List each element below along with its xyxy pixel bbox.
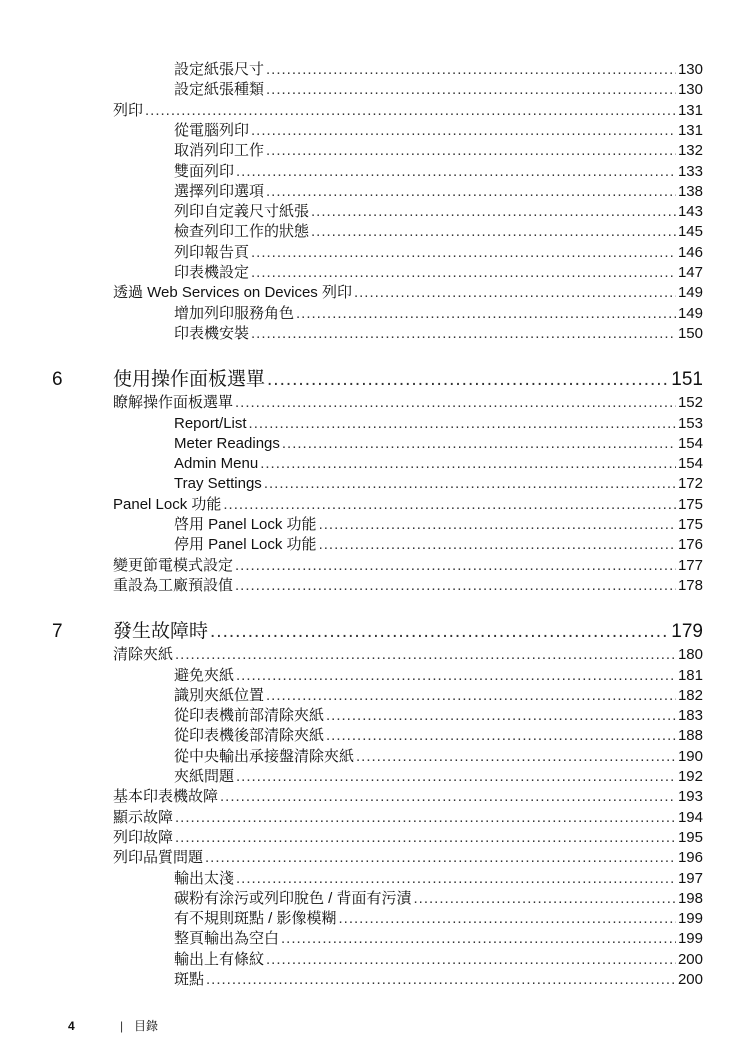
- toc-entry[interactable]: [113, 808, 703, 828]
- toc-page-number: 188: [677, 727, 703, 745]
- toc-page-number: 182: [677, 686, 703, 704]
- toc-entry-title: Tray Settings: [174, 475, 262, 493]
- toc-entry[interactable]: [174, 162, 703, 182]
- toc-entry-title: 斑點: [174, 971, 205, 988]
- toc-page-number: 175: [677, 516, 703, 533]
- toc-entry[interactable]: [174, 121, 703, 141]
- toc-entry-title: 雙面列印: [174, 162, 235, 180]
- toc-page-number: 194: [677, 808, 703, 826]
- toc-entry[interactable]: [174, 869, 703, 889]
- toc-page-number: 151: [671, 369, 703, 391]
- toc-page-number: 192: [677, 768, 703, 785]
- toc-page-number: 195: [677, 828, 703, 846]
- toc-leader-dots: [267, 368, 669, 392]
- toc-entry[interactable]: [174, 202, 703, 222]
- toc-entry-title: 清除夾紙: [113, 646, 174, 664]
- toc-entry-title: 設定紙張尺寸: [174, 61, 265, 78]
- toc-page-number: 197: [677, 869, 703, 887]
- toc-entry-title: 選擇列印選項: [174, 182, 265, 200]
- toc-leader-dots: [175, 828, 676, 848]
- toc-page-number: 145: [677, 223, 703, 241]
- toc-leader-dots: [205, 848, 676, 868]
- toc-entry[interactable]: [174, 970, 703, 990]
- toc-page-number: 178: [677, 576, 703, 594]
- toc-entry-title: 輸出上有條紋: [174, 950, 265, 968]
- toc-page-number: 176: [677, 536, 703, 554]
- toc-entry-title: 顯示故障: [113, 808, 174, 826]
- toc-leader-dots: [235, 393, 676, 413]
- toc-entry[interactable]: [174, 304, 703, 324]
- toc-entry-title: 印表機安裝: [174, 324, 250, 342]
- toc-leader-dots: [251, 243, 676, 263]
- toc-entry[interactable]: [174, 474, 703, 494]
- toc-entry[interactable]: [174, 726, 703, 746]
- toc-page-number: 200: [677, 950, 703, 968]
- toc-entry-title: 列印故障: [113, 828, 174, 846]
- toc-leader-dots: [175, 645, 676, 665]
- toc-entry-title: 設定紙張種類: [174, 81, 265, 99]
- footer-section-title: 目錄: [134, 1019, 159, 1033]
- toc-page-number: 175: [677, 495, 703, 513]
- toc-leader-dots: [266, 182, 676, 202]
- toc-entry[interactable]: [174, 666, 703, 686]
- toc-entry[interactable]: [174, 454, 703, 474]
- toc-leader-dots: [206, 970, 676, 990]
- toc-entry-title: 基本印表機故障: [113, 788, 219, 806]
- toc-leader-dots: [296, 304, 676, 324]
- toc-page-number: 190: [677, 747, 703, 765]
- toc-entry[interactable]: [113, 576, 703, 596]
- toc-entry[interactable]: [174, 767, 703, 787]
- toc-leader-dots: [311, 222, 676, 242]
- toc-entry[interactable]: [113, 283, 703, 303]
- toc-entry[interactable]: [174, 909, 703, 929]
- toc-page-number: 193: [677, 788, 703, 806]
- toc-entry-title: 列印: [113, 101, 144, 119]
- toc-page-number: 138: [677, 182, 703, 200]
- toc-page-number: 199: [677, 930, 703, 948]
- toc-page-number: 198: [677, 889, 703, 907]
- toc-entry-title: Panel Lock 功能: [113, 495, 222, 513]
- chapter-number: 6: [52, 369, 63, 391]
- toc-page-number: 153: [677, 414, 703, 432]
- toc-leader-dots: [319, 535, 676, 555]
- toc-leader-dots: [339, 909, 676, 929]
- toc-entry[interactable]: [174, 747, 703, 767]
- toc-leader-dots: [319, 515, 676, 535]
- toc-entry-title: 取消列印工作: [174, 142, 265, 160]
- toc-leader-dots: [210, 620, 669, 644]
- toc-entry-title: 瞭解操作面板選單: [113, 394, 234, 412]
- toc-leader-dots: [266, 686, 676, 706]
- toc-entry-title: 啓用 Panel Lock 功能: [174, 516, 317, 533]
- toc-leader-dots: [326, 706, 676, 726]
- toc-leader-dots: [251, 324, 676, 344]
- toc-page-number: 146: [677, 243, 703, 261]
- toc-leader-dots: [236, 666, 676, 686]
- toc-page-number: 183: [677, 707, 703, 725]
- toc-entry-title: 列印報告頁: [174, 243, 250, 261]
- toc-leader-dots: [266, 80, 676, 100]
- toc-page-number: 154: [677, 455, 703, 473]
- toc-leader-dots: [175, 808, 676, 828]
- toc-entry[interactable]: [174, 263, 703, 283]
- toc-leader-dots: [354, 283, 676, 303]
- toc-leader-dots: [223, 495, 676, 515]
- toc-entry-title: 從電腦列印: [174, 121, 250, 139]
- toc-entry-title: 整頁輸出為空白: [174, 930, 280, 948]
- toc-entry[interactable]: [174, 929, 703, 949]
- toc-leader-dots: [220, 787, 676, 807]
- toc-page-number: 154: [677, 434, 703, 452]
- toc-entry-title: 增加列印服務角色: [174, 304, 295, 322]
- toc-entry-title: 印表機設定: [174, 264, 250, 281]
- toc-entry[interactable]: [174, 222, 703, 242]
- toc-entry-title: 夾紙問題: [174, 768, 235, 785]
- toc-entry[interactable]: [174, 706, 703, 726]
- toc-page-number: 200: [677, 971, 703, 988]
- toc-entry-title: 識別夾紙位置: [174, 686, 265, 704]
- footer-separator: |: [120, 1019, 124, 1033]
- toc-page-number: 132: [677, 142, 703, 160]
- toc-leader-dots: [282, 434, 676, 454]
- toc-entry[interactable]: [113, 393, 703, 413]
- toc-page-number: 131: [677, 121, 703, 139]
- toc-entry[interactable]: [174, 60, 703, 80]
- toc-entry[interactable]: [174, 182, 703, 202]
- toc-entry-title: 重設為工廠預設值: [113, 576, 234, 594]
- toc-entry-title: 發生故障時: [113, 621, 209, 643]
- toc-entry-title: Admin Menu: [174, 455, 259, 473]
- toc-leader-dots: [145, 101, 676, 121]
- toc-page-number: 149: [677, 284, 703, 302]
- toc-page-number: 152: [677, 394, 703, 412]
- toc-entry-title: 碳粉有涂污或列印脫色 / 背面有污漬: [174, 889, 412, 907]
- toc-page-number: 143: [677, 203, 703, 221]
- toc-leader-dots: [266, 950, 676, 970]
- toc-leader-dots: [264, 474, 676, 494]
- toc-entry-title: 從中央輸出承接盤清除夾紙: [174, 747, 355, 765]
- toc-entry-title: 避免夾紙: [174, 666, 235, 684]
- toc-entry[interactable]: [174, 80, 703, 100]
- toc-entry[interactable]: [113, 556, 703, 576]
- toc-entry[interactable]: [113, 828, 703, 848]
- toc-entry-title: 變更節電模式設定: [113, 556, 234, 574]
- toc-entry[interactable]: [174, 515, 703, 535]
- toc-entry-title: 檢查列印工作的狀態: [174, 223, 310, 241]
- toc-entry-title: Report/List: [174, 414, 247, 432]
- toc-page-number: 133: [677, 162, 703, 180]
- toc-page-number: 149: [677, 304, 703, 322]
- toc-leader-dots: [311, 202, 676, 222]
- toc-leader-dots: [260, 454, 676, 474]
- toc-leader-dots: [236, 162, 676, 182]
- toc-entry[interactable]: [174, 141, 703, 161]
- toc-page-number: 147: [677, 264, 703, 281]
- toc-entry-title: 輸出太淺: [174, 869, 235, 887]
- toc-page-number: 130: [677, 81, 703, 99]
- toc-leader-dots: [326, 726, 676, 746]
- toc-page-number: 196: [677, 849, 703, 867]
- toc-entry-title: 從印表機後部清除夾紙: [174, 727, 325, 745]
- footer-page-number: 4: [68, 1019, 75, 1033]
- toc-leader-dots: [414, 889, 676, 909]
- toc-entry[interactable]: [174, 535, 703, 555]
- toc-entry-title: 列印品質問題: [113, 849, 204, 867]
- toc-entry[interactable]: [174, 889, 703, 909]
- toc-chapter-entry[interactable]: [113, 368, 703, 392]
- toc-page-number: 181: [677, 666, 703, 684]
- chapter-number: 7: [52, 621, 63, 643]
- toc-chapter-entry[interactable]: [113, 620, 703, 644]
- toc-leader-dots: [356, 747, 676, 767]
- toc-leader-dots: [236, 869, 676, 889]
- toc-page-number: 180: [677, 646, 703, 664]
- toc-entry-title: 停用 Panel Lock 功能: [174, 536, 317, 554]
- toc-leader-dots: [266, 141, 676, 161]
- toc-entry-title: Meter Readings: [174, 434, 280, 452]
- toc-page-number: 177: [677, 556, 703, 574]
- toc-page-number: 130: [677, 61, 703, 78]
- toc-page-number: 179: [671, 621, 703, 643]
- toc-leader-dots: [249, 414, 676, 434]
- toc-entry[interactable]: [174, 243, 703, 263]
- toc-page-number: 131: [677, 101, 703, 119]
- toc-entry[interactable]: [174, 414, 703, 434]
- toc-entry-title: 從印表機前部清除夾紙: [174, 707, 325, 725]
- toc-entry-title: 透過 Web Services on Devices 列印: [113, 284, 352, 302]
- toc-leader-dots: [251, 263, 676, 283]
- toc-entry[interactable]: [174, 434, 703, 454]
- toc-entry[interactable]: [174, 324, 703, 344]
- toc-leader-dots: [236, 767, 676, 787]
- toc-leader-dots: [281, 929, 676, 949]
- toc-entry[interactable]: [113, 645, 703, 665]
- toc-page-number: 150: [677, 324, 703, 342]
- toc-entry-title: 有不規則斑點 / 影像模糊: [174, 910, 337, 928]
- toc-entry[interactable]: [113, 848, 703, 868]
- toc-entry[interactable]: [113, 495, 703, 515]
- toc-entry[interactable]: [174, 950, 703, 970]
- toc-leader-dots: [235, 576, 676, 596]
- toc-page-number: 172: [677, 475, 703, 493]
- toc-entry[interactable]: [113, 101, 703, 121]
- toc-entry[interactable]: [113, 787, 703, 807]
- toc-entry-title: 列印自定義尺寸紙張: [174, 203, 310, 221]
- toc-entry[interactable]: [174, 686, 703, 706]
- toc-leader-dots: [251, 121, 676, 141]
- toc-entry-title: 使用操作面板選單: [113, 369, 266, 391]
- toc-leader-dots: [266, 60, 676, 80]
- toc-leader-dots: [235, 556, 676, 576]
- toc-page-number: 199: [677, 910, 703, 928]
